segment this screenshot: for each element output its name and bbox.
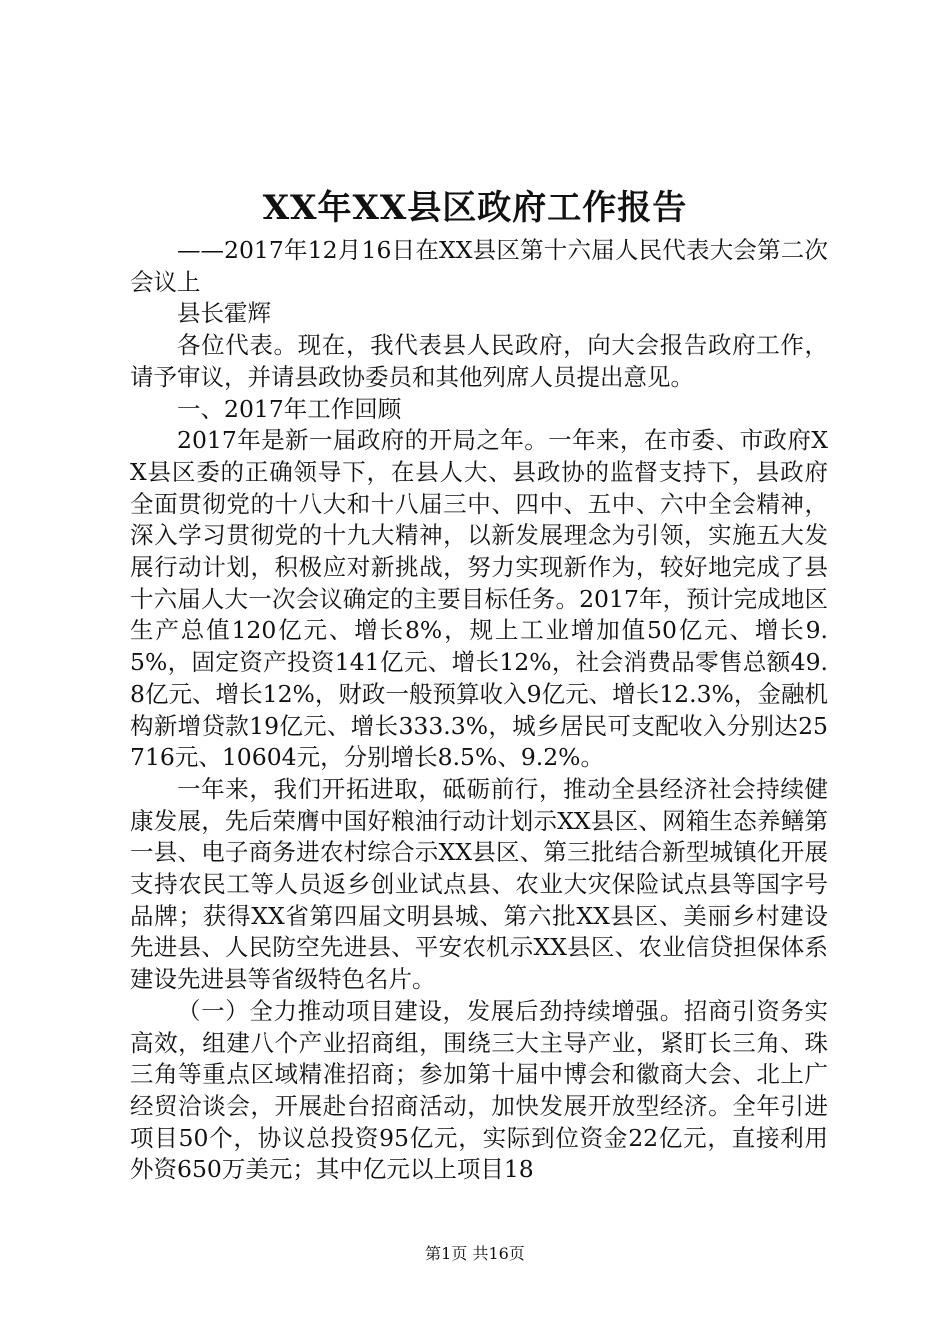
subtitle-paragraph: ——2017年12月16日在XX县区第十六届人民代表大会第二次会议上 — [130, 236, 828, 296]
document-title: XX年XX县区政府工作报告 — [262, 188, 688, 228]
body-paragraph: 一年来，我们开拓进取，砥砺前行，推动全县经济社会持续健康发展，先后荣膺中国好粮油行动计划示XX县区、网箱生态养鳝第一县、电子商务进农村综合示XX县区、第三批结合新型城镇化开展支持农民工等人员返乡创业试点县、农业大灾保险试点县等国字号品牌；获得XX省第四届文明县城、第六批XX县区、美丽乡村建设先进县、人民防空先进县、平安农机示XX县区、农业信贷担保体系建设先进县等省级特色名片。 — [130, 774, 828, 994]
page-footer: 第1页 共16页 — [425, 1244, 525, 1263]
body-paragraph: （一）全力推动项目建设，发展后劲持续增强。招商引资务实高效，组建八个产业招商组，围绕三大主导产业，紧盯长三角、珠三角等重点区域精准招商；参加第十届中博会和徽商大会、北上广经贸洽谈会，开展赴台招商活动，加快发展开放型经济。全年引进项目50个，协议总投资95亿元，实际到位资金22亿元，直接利用外资650万美元；其中亿元以上项目18 — [130, 996, 828, 1184]
document-body — [130, 235, 828, 1186]
speaker-line: 县长霍辉 — [177, 299, 271, 328]
section-heading: 一、2017年工作回顾 — [177, 394, 402, 423]
body-paragraph: 2017年是新一届政府的开局之年。一年来，在市委、市政府XX县区委的正确领导下，在县人大、县政协的监督支持下，县政府全面贯彻党的十八大和十八届三中、四中、五中、六中全会精神，深入学习贯彻党的十九大精神，以新发展理念为引领，实施五大发展行动计划，积极应对新挑战，努力实现新作为，较好地完成了县十六届人大一次会议确定的主要目标任务。2017年，预计完成地区生产总值120亿元、增长8%，规上工业增加值50亿元、增长9.5%，固定资产投资141亿元、增长12%，社会消费品零售总额49.8亿元、增长12%，财政一般预算收入9亿元、增长12.3%，金融机构新增贷款19亿元、增长333.3%，城乡居民可支配收入分别达25716元、10604元，分别增长8.5%、9.2%。 — [130, 426, 828, 772]
opening-paragraph: 各位代表。现在，我代表县人民政府，向大会报告政府工作，请予审议，并请县政协委员和其他列席人员提出意见。 — [130, 331, 828, 391]
